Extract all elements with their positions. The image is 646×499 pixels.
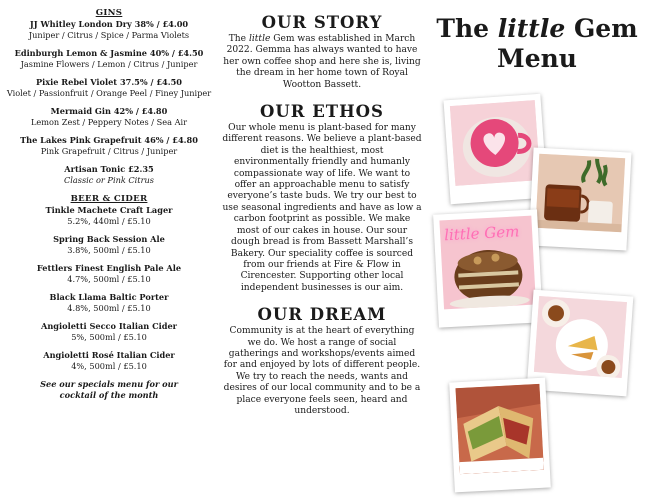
gins-heading: GINS (95, 8, 123, 18)
teapot-icon (535, 154, 625, 232)
gin-item (0, 77, 218, 99)
gin-name: JJ Whitley London Dry 38% / £4.00 (29, 19, 189, 29)
tonic-name: Artisan Tonic £2.35 (64, 164, 154, 174)
gin-desc: Violet / Passionfruit / Orange Peel / Finey Juniper (6, 88, 212, 98)
beer-name: Spring Back Session Ale (53, 234, 165, 244)
beer-desc: 4.7%, 500ml / £5.10 (67, 274, 151, 284)
beer-desc: 5.2%, 440ml / £5.10 (67, 216, 151, 226)
gin-item (0, 135, 218, 157)
gin-item (0, 106, 218, 128)
title-line-1: The little Gem (436, 14, 638, 43)
story-heading: OUR STORY (261, 13, 383, 32)
beer-item (0, 263, 218, 285)
story-text: The little Gem was established in March 2022. Gemma has always wanted to have her own coffee shop and here she is, living the dream in her home town of Royal Wootton Bassett. (223, 34, 421, 90)
about-column (222, 14, 422, 417)
title-line-2: Menu (497, 44, 577, 73)
photo-sandwich (449, 378, 551, 493)
ethos-heading: OUR ETHOS (260, 102, 384, 122)
beer-name: Fettlers Finest English Pale Ale (36, 263, 182, 273)
beer-desc: 5%, 500ml / £5.10 (71, 332, 147, 342)
drinks-column (0, 8, 218, 401)
gin-desc: Juniper / Citrus / Spice / Parma Violets (28, 30, 190, 40)
dream-heading: OUR DREAM (257, 305, 387, 325)
photo-teapot (529, 148, 632, 251)
gin-desc: Jasmine Flowers / Lemon / Citrus / Juniper (20, 59, 198, 69)
beer-item (0, 205, 218, 227)
gin-name: Mermaid Gin 42% / £4.80 (50, 106, 168, 116)
beer-item (0, 234, 218, 256)
tonic-desc: Classic or Pink Citrus (64, 175, 154, 185)
beer-name: Angioletti Secco Italian Cider (41, 321, 177, 331)
beer-item (0, 292, 218, 314)
beer-item (0, 321, 218, 343)
latte-cup-icon (450, 100, 540, 186)
beer-name: Angioletti Rosé Italian Cider (43, 350, 175, 360)
beer-desc: 4%, 500ml / £5.10 (71, 361, 147, 371)
gin-item (0, 48, 218, 70)
gin-name: Edinburgh Lemon & Jasmine 40% / £4.50 (14, 48, 204, 58)
dream-text: Community is at the heart of everything we do. We host a range of social gatherings and workshops/events aimed for and enjoyed by lots of different people. We try to reach the needs, wants and desires of our local community and to be a place everyone feels seen, heard and understood. (223, 326, 421, 416)
beer-desc: 3.8%, 500ml / £5.10 (67, 245, 151, 255)
neon-sign: little Gem (443, 222, 520, 245)
beer-heading: BEER & CIDER (70, 194, 148, 204)
photo-neon-cake (433, 209, 543, 327)
ethos-text: Our whole menu is plant-based for many different reasons. We believe a plant-based diet is the healthiest, most environmentally friendly and humanly compassionate way of life. We want to offer an approachable menu to satisfy everyone’s taste buds. We try our best to use seasonal ingredients and have as low a carbon footprint as possible. We make most of our cakes in house. Our sour dough bread is from Bassett Marshall’s Bakery. Our speciality coffee is sourced from our friends at Fire & Flow in Cirencester. Supporting other local independent businesses is our aim. (222, 123, 422, 293)
gin-name: The Lakes Pink Grapefruit 46% / £4.80 (20, 135, 198, 145)
specials-note: See our specials menu for our cocktail of the month (40, 379, 178, 400)
sandwich-icon (455, 384, 543, 474)
beer-desc: 4.8%, 500ml / £5.10 (67, 303, 151, 313)
beer-name: Black Llama Baltic Porter (49, 292, 169, 302)
gin-name: Pixie Rebel Violet 37.5% / £4.50 (35, 77, 182, 87)
beer-name: Tinkle Machete Craft Lager (45, 205, 173, 215)
beer-item (0, 350, 218, 372)
gin-item (0, 19, 218, 41)
cake-icon (441, 244, 536, 310)
gin-desc: Lemon Zest / Peppery Notes / Sea Air (30, 117, 188, 127)
gin-desc: Pink Grapefruit / Citrus / Juniper (40, 146, 178, 156)
menu-title (432, 14, 642, 74)
pastry-plate-icon (534, 296, 627, 378)
tonic-item (0, 164, 218, 186)
